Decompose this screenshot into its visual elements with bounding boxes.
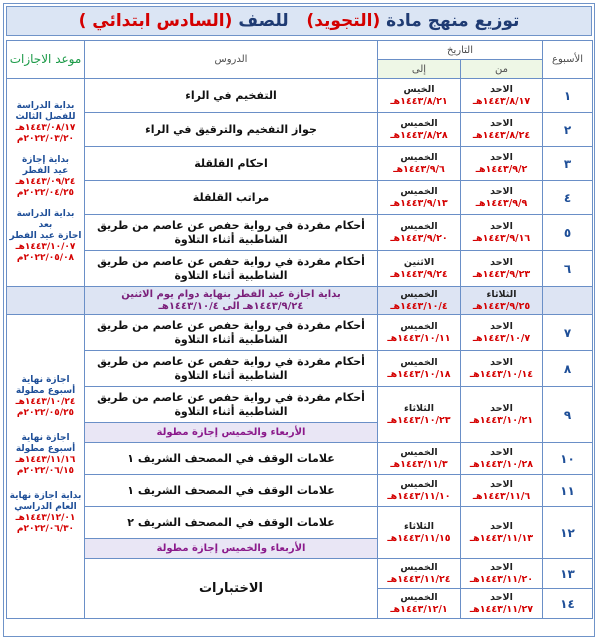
holiday-note: بداية الدراسة بعد اجازة عيد الفطر ١٤٤٣/١٠/٠٧هـ ٢٠٢٢/٠٥/٠٨م	[9, 209, 82, 263]
from-date-cell: الاحد ١٤٤٣/٩/١٦هـ	[461, 215, 543, 251]
table-row	[7, 315, 593, 351]
lesson-title: أحكام مفردة في رواية حفص عن عاصم من طريق الشاطبية أثناء التلاوة	[85, 315, 378, 351]
header-to: إلى	[378, 60, 461, 79]
week-number: ٩	[543, 387, 593, 443]
table-row	[7, 251, 593, 287]
holiday-column-1	[7, 79, 85, 287]
table-row	[7, 507, 593, 539]
to-date-cell: الخميس ١٤٤٣/١٢/١هـ	[378, 589, 461, 619]
from-date-cell: الاحد ١٤٤٣/١١/٢٧هـ	[461, 589, 543, 619]
from-date-cell: الاحد ١٤٤٣/١٠/٢١هـ	[461, 387, 543, 443]
from-date-cell: الاحد ١٤٤٣/١١/٦هـ	[461, 475, 543, 507]
to-day: الخيس	[403, 83, 435, 95]
holiday-note: بداية الدراسة للفصل الثالث ١٤٤٣/٠٨/١٧هـ ٢٠٢٢/٠٣/٢٠م	[15, 101, 76, 144]
lesson-title: علامات الوقف في المصحف الشريف ١	[85, 475, 378, 507]
to-date-cell: الخميس ١٤٤٣/١٠/١١هـ	[378, 315, 461, 351]
to-date-cell: الاثنين ١٤٤٣/٩/٢٤هـ	[378, 251, 461, 287]
from-date-cell: الاحد ١٤٤٣/٩/٢هـ	[461, 147, 543, 181]
header-date: التاريخ	[378, 41, 543, 60]
week-number: ١٢	[543, 507, 593, 559]
from-date-cell: الاحد ١٤٤٣/٨/٢٤هـ	[461, 113, 543, 147]
eid-from-cell: الثلاثاء ١٤٤٣/٩/٢٥هـ	[461, 287, 543, 315]
curriculum-table	[6, 40, 593, 619]
eid-week-cell	[543, 287, 593, 315]
to-date-cell: الخميس ١٤٤٣/٩/٢٠هـ	[378, 215, 461, 251]
from-date-cell: الاحد ١٤٤٣/١٠/٧هـ	[461, 315, 543, 351]
table-row	[7, 181, 593, 215]
from-date-cell: الاحد ١٤٤٣/١٠/٢٨هـ	[461, 443, 543, 475]
lesson-title: أحكام مفردة في رواية حفص عن عاصم من طريق الشاطبية أثناء التلاوة	[85, 351, 378, 387]
week-number: ١	[543, 79, 593, 113]
to-date-cell: الخميس ١٤٤٣/٨/٢٨هـ	[378, 113, 461, 147]
holiday-note: بداية إجازة عيد الفطر ١٤٤٣/٠٩/٢٤هـ ٢٠٢٢/٠٤/٢٥م	[15, 155, 76, 198]
lesson-title: علامات الوقف في المصحف الشريف ١	[85, 443, 378, 475]
to-date-cell: الخميس ١٤٤٣/٩/٦هـ	[378, 147, 461, 181]
holiday-note: اجازة نهاية أسبوع مطولة ١٤٤٣/١٠/٢٤هـ ٢٠٢٢/٠٥/٢٥م	[15, 375, 76, 418]
eid-holiday-side	[7, 287, 85, 315]
table-row	[7, 559, 593, 589]
from-date-cell: الاحد ١٤٤٣/٩/٢٣هـ	[461, 251, 543, 287]
holiday-note: اجازة نهاية أسبوع مطولة ١٤٤٣/١١/١٦هـ ٢٠٢٢/٠٦/١٥م	[15, 433, 76, 476]
week-number: ٦	[543, 251, 593, 287]
page-title	[6, 6, 592, 36]
lesson-title: التفخيم في الراء	[85, 79, 378, 113]
lesson-title: مراتب القلقلة	[85, 181, 378, 215]
lesson-title: أحكام مفردة في رواية حفص عن عاصم من طريق الشاطبية أثناء التلاوة	[85, 387, 378, 423]
extended-holiday-note: الأربعاء والخميس إجازة مطولة	[85, 423, 378, 443]
header-lessons: الدروس	[85, 41, 378, 79]
exams-label: الاختبارات	[85, 559, 378, 619]
lesson-title: جواز التفخيم والترقيق في الراء	[85, 113, 378, 147]
to-date-cell: الثلاثاء ١٤٤٣/١١/١٥هـ	[378, 507, 461, 559]
table-row	[7, 387, 593, 423]
lesson-title: أحكام مفردة في رواية حفص عن عاصم من طريق الشاطبية أثناء التلاوة	[85, 251, 378, 287]
to-date-cell: الخميس ١٤٤٣/٩/١٣هـ	[378, 181, 461, 215]
from-date-cell: الاحد ١٤٤٣/١١/١٣هـ	[461, 507, 543, 559]
table-row	[7, 113, 593, 147]
table-row	[7, 351, 593, 387]
table-row	[7, 215, 593, 251]
title-class-name: (السادس ابتدائي )	[78, 11, 233, 31]
week-number: ٥	[543, 215, 593, 251]
lesson-title: علامات الوقف في المصحف الشريف ٢	[85, 507, 378, 539]
title-subject: (التجويد)	[306, 11, 381, 31]
from-date-cell: الاحد ١٤٤٣/١٠/١٤هـ	[461, 351, 543, 387]
table-row	[7, 79, 593, 113]
to-date-cell: الخميس ١٤٤٣/١١/٢٤هـ	[378, 559, 461, 589]
lesson-title: أحكام مفردة في رواية حفص عن عاصم من طريق الشاطبية أثناء التلاوة	[85, 215, 378, 251]
header-week: الأسبوع	[543, 41, 593, 79]
to-date-cell: الخميس ١٤٤٣/١٠/١٨هـ	[378, 351, 461, 387]
to-date-cell	[378, 79, 461, 113]
week-number: ٨	[543, 351, 593, 387]
extended-holiday-note: الأربعاء والخميس إجازة مطولة	[85, 539, 378, 559]
eid-holiday-text: بداية اجازة عيد الفطر بنهاية دوام يوم الاثنين ١٤٤٣/٩/٢٤هـ الى ١٤٤٣/١٠/٤هـ	[85, 287, 378, 315]
table-row	[7, 475, 593, 507]
to-date-cell: الخميس ١٤٤٣/١١/٣هـ	[378, 443, 461, 475]
week-number: ٣	[543, 147, 593, 181]
eid-to-cell: الخميس ١٤٤٣/١٠/٤هـ	[378, 287, 461, 315]
header-from: من	[461, 60, 543, 79]
from-date-cell: الاحد ١٤٤٣/١١/٢٠هـ	[461, 559, 543, 589]
week-number: ١٠	[543, 443, 593, 475]
week-number: ١١	[543, 475, 593, 507]
lesson-title: احكام القلقلة	[85, 147, 378, 181]
table-row	[7, 443, 593, 475]
from-date: ١٤٤٣/٨/١٧هـ	[472, 95, 531, 107]
week-number: ١٣	[543, 559, 593, 589]
holiday-note: بداية اجازة نهاية العام الدراسي ١٤٤٣/١٢/٠١هـ ٢٠٢٢/٠٦/٣٠م	[9, 491, 82, 534]
table-row	[7, 147, 593, 181]
to-date-cell: الخميس ١٤٤٣/١١/١٠هـ	[378, 475, 461, 507]
from-day: الاحد	[490, 83, 513, 95]
week-number: ١٤	[543, 589, 593, 619]
from-date-cell	[461, 79, 543, 113]
holiday-column-2	[7, 315, 85, 619]
header-holidays: موعد الاجازات	[7, 41, 85, 79]
week-number: ٢	[543, 113, 593, 147]
title-prefix: توزيع منهج مادة	[386, 11, 520, 31]
title-class-label: للصف	[238, 11, 289, 31]
week-number: ٧	[543, 315, 593, 351]
eid-holiday-row	[7, 287, 593, 315]
to-date: ١٤٤٣/٨/٢١هـ	[390, 95, 448, 107]
to-date-cell: الثلاثاء ١٤٤٣/١٠/٢٣هـ	[378, 387, 461, 443]
from-date-cell: الاحد ١٤٤٣/٩/٩هـ	[461, 181, 543, 215]
week-number: ٤	[543, 181, 593, 215]
